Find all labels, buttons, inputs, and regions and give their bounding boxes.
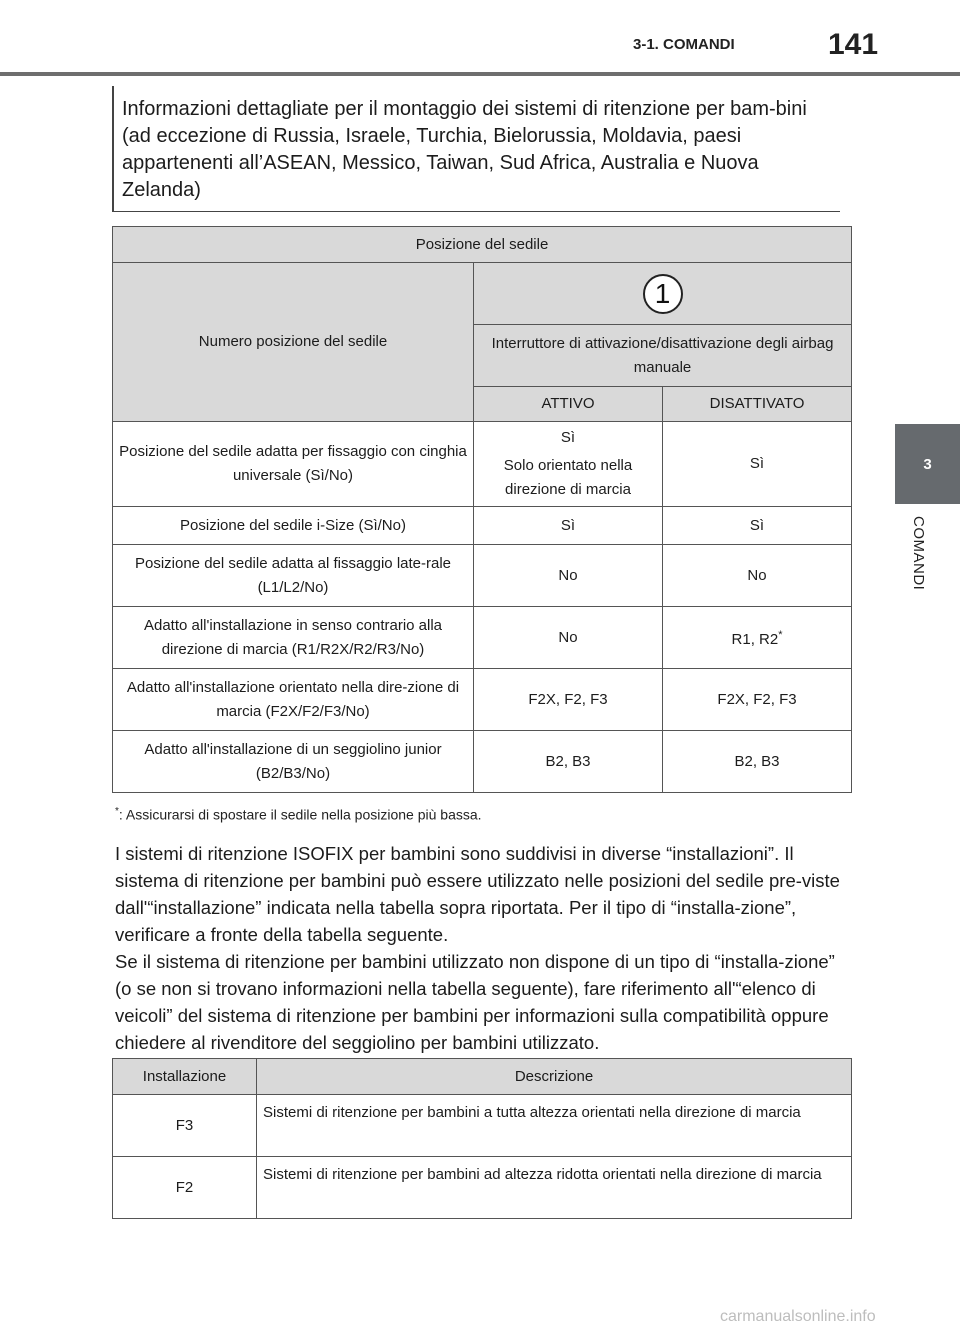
- table-row: [113, 607, 852, 669]
- row-off-value: No: [663, 545, 852, 607]
- footnote-mark: *: [778, 629, 783, 641]
- table-row: [113, 1095, 852, 1157]
- column-description: Descrizione: [257, 1059, 852, 1095]
- table-row: [113, 731, 852, 793]
- footnote-mark: *: [115, 806, 119, 817]
- body-paragraph-1: I sistemi di ritenzione ISOFIX per bambini sono suddivisi in diverse “installazioni”. Il sistema di ritenzione per bambini può essere utilizzato nelle posizioni del sedile pre-viste dall'“installazione” indicata nella tabella sopra riportata. Per il tipo di “installa-zione”, verificare a fronte della tabella seguente.: [115, 843, 840, 945]
- intro-box: [112, 86, 840, 212]
- row-on-line1: Sì: [560, 429, 576, 446]
- footnote: [115, 806, 482, 823]
- installation-description: Sistemi di ritenzione per bambini ad altezza ridotta orientati nella direzione di marcia: [257, 1157, 852, 1219]
- row-label: Posizione del sedile adatta al fissaggio late-rale (L1/L2/No): [113, 545, 474, 607]
- row-on-value: [474, 422, 663, 507]
- intro-text: Informazioni dettagliate per il montaggio dei sistemi di ritenzione per bam-bini (ad eccezione di Russia, Israele, Turchia, Bielorussia, Moldavia, paesi appartenenti all’ASEAN, Messico, Taiwan, Sud Africa, Australia e Nuova Zelanda): [122, 98, 807, 201]
- body-text: [115, 840, 850, 1056]
- row-on-value: Sì: [474, 507, 663, 545]
- chapter-label: COMANDI: [910, 516, 927, 591]
- watermark: carmanualsonline.info: [720, 1308, 876, 1325]
- row-off-value: [663, 607, 852, 669]
- page-number: 141: [828, 28, 879, 61]
- seat-number-badge: 1: [643, 274, 683, 314]
- body-paragraph-2: Se il sistema di ritenzione per bambini utilizzato non dispone di un tipo di “installa-zione” (o se non si trovano informazioni nella tabella seguente), fare riferimento all'“elenco di veicoli” del sistema di ritenzione per bambini per informazioni sulla compatibilità oppure chiedere al rivenditore del seggiolino per bambini utilizzato.: [115, 951, 835, 1053]
- table-row: [113, 669, 852, 731]
- row-off-value: B2, B3: [663, 731, 852, 793]
- installation-code: F3: [113, 1095, 257, 1157]
- seat-number-label: Numero posizione del sedile: [113, 263, 474, 422]
- row-off-text: R1, R2: [731, 631, 779, 648]
- section-title: 3-1. COMANDI: [633, 36, 735, 53]
- installation-code: F2: [113, 1157, 257, 1219]
- row-off-value: Sì: [663, 422, 852, 507]
- row-on-line2: Solo orientato nella direzione di marcia: [503, 457, 633, 498]
- seat-table-header: Posizione del sedile: [113, 227, 852, 263]
- table-row: [113, 507, 852, 545]
- row-label: Posizione del sedile adatta per fissaggio con cinghia universale (Sì/No): [113, 422, 474, 507]
- table-row: [113, 422, 852, 507]
- row-label: Adatto all'installazione in senso contrario alla direzione di marcia (R1/R2X/R2/R3/No): [113, 607, 474, 669]
- row-off-value: Sì: [663, 507, 852, 545]
- installation-description: Sistemi di ritenzione per bambini a tutta altezza orientati nella direzione di marcia: [257, 1095, 852, 1157]
- installation-table: [112, 1058, 852, 1219]
- seat-position-table: [112, 226, 852, 793]
- column-off: DISATTIVATO: [663, 387, 852, 422]
- table-row: [113, 545, 852, 607]
- row-on-value: F2X, F2, F3: [474, 669, 663, 731]
- table-row: [113, 1157, 852, 1219]
- seat-number-cell: [474, 263, 852, 325]
- row-on-value: B2, B3: [474, 731, 663, 793]
- airbag-switch-label: Interruttore di attivazione/disattivazione degli airbag manuale: [474, 325, 852, 387]
- header-divider: [0, 72, 960, 76]
- row-on-value: No: [474, 607, 663, 669]
- row-on-value: No: [474, 545, 663, 607]
- row-label: Posizione del sedile i-Size (Sì/No): [113, 507, 474, 545]
- row-label: Adatto all'installazione orientato nella dire-zione di marcia (F2X/F2/F3/No): [113, 669, 474, 731]
- column-on: ATTIVO: [474, 387, 663, 422]
- chapter-number: 3: [923, 455, 932, 473]
- column-installation: Installazione: [113, 1059, 257, 1095]
- footnote-text: : Assicurarsi di spostare il sedile nella posizione più bassa.: [118, 806, 482, 823]
- row-label: Adatto all'installazione di un seggiolino junior (B2/B3/No): [113, 731, 474, 793]
- row-off-value: F2X, F2, F3: [663, 669, 852, 731]
- chapter-tab: [895, 424, 960, 504]
